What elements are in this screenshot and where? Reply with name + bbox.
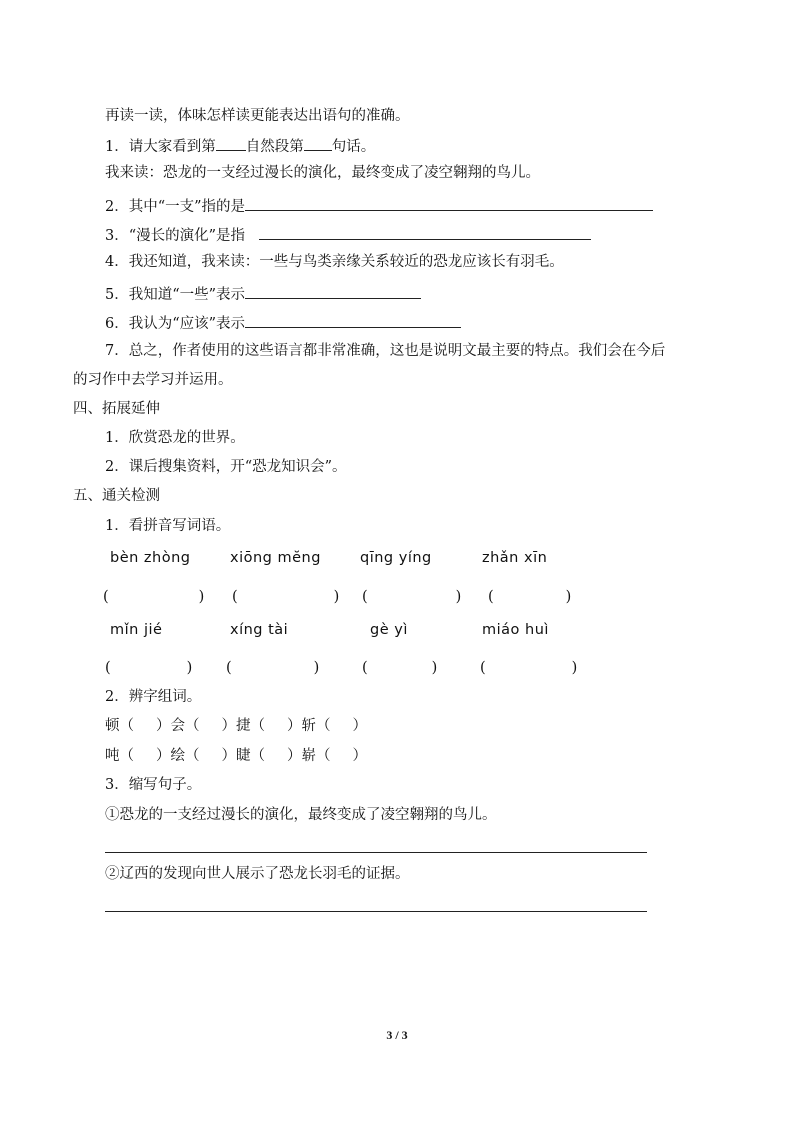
q1-middle: 自然段第 <box>245 139 304 155</box>
check-sub-2: 2．辨字组词。 <box>105 689 202 705</box>
q1-paragraph-blank[interactable] <box>216 134 246 151</box>
q2-label: 2．其中“一支”指的是 <box>105 199 246 215</box>
answer-paren-5[interactable]: ( ) <box>105 660 193 676</box>
extend-item-1: 1．欣赏恐龙的世界。 <box>105 430 245 446</box>
char-7: 睫 <box>236 748 251 764</box>
answer-paren-2[interactable]: ( ) <box>232 589 340 605</box>
pinyin-2: xiōng mĕng <box>230 550 321 566</box>
page-number: 3 / 3 <box>386 1028 408 1042</box>
condense-answer-line-2[interactable] <box>105 911 647 912</box>
pinyin-3: qīng yíng <box>360 550 432 566</box>
pinyin-4: zhǎn xīn <box>482 550 548 566</box>
reread-question-6 <box>105 311 461 334</box>
reread-question-5 <box>105 282 421 305</box>
q5-label: 5．我知道“一些”表示 <box>105 287 246 303</box>
pinyin-5: mǐn jié <box>110 622 163 638</box>
reread-question-2 <box>105 194 653 217</box>
reread-question-7-line-1: 7．总之，作者使用的这些语言都非常准确，这也是说明文最主要的特点。我们会在今后 <box>105 343 666 359</box>
reread-question-3 <box>105 223 591 246</box>
check-sub-1: 1．看拼音写词语。 <box>105 518 231 534</box>
answer-paren-7[interactable]: ( ) <box>362 660 438 676</box>
char-group-row-1: 顿（ ）会（ ）捷（ ）斩（ ） <box>105 718 367 734</box>
q6-answer-line[interactable] <box>245 311 461 328</box>
answer-paren-6[interactable]: ( ) <box>226 660 320 676</box>
reread-question-7-line-2: 的习作中去学习并运用。 <box>73 372 233 388</box>
read-sentence: 我来读：恐龙的一支经过漫长的演化，最终变成了凌空翱翔的鸟儿。 <box>105 165 540 181</box>
q1-sentence-blank[interactable] <box>304 134 332 151</box>
q1-prefix: 1．请大家看到第 <box>105 139 216 155</box>
condense-sentence-2: ②辽西的发现向世人展示了恐龙长羽毛的证据。 <box>105 866 410 882</box>
reread-intro: 再读一读，体味怎样读更能表达出语句的准确。 <box>105 108 410 124</box>
char-5: 吨 <box>105 748 120 764</box>
q2-answer-line[interactable] <box>245 194 653 211</box>
check-sub-3: 3．缩写句子。 <box>105 777 202 793</box>
char-group-row-2: 吨（ ）绘（ ）睫（ ）崭（ ） <box>105 748 367 764</box>
pinyin-8: miáo huì <box>482 622 549 638</box>
q3-answer-line[interactable] <box>259 223 591 240</box>
char-2: 会 <box>170 718 185 734</box>
answer-paren-8[interactable]: ( ) <box>480 660 578 676</box>
extend-heading: 四、拓展延伸 <box>73 401 160 417</box>
answer-paren-3[interactable]: ( ) <box>362 589 462 605</box>
check-heading: 五、通关检测 <box>73 488 160 504</box>
char-3: 捷 <box>236 718 251 734</box>
q5-answer-line[interactable] <box>245 282 421 299</box>
char-6: 绘 <box>170 748 185 764</box>
extend-item-2: 2．课后搜集资料，开“恐龙知识会”。 <box>105 459 347 475</box>
char-4: 斩 <box>301 718 316 734</box>
pinyin-6: xíng tài <box>230 622 289 638</box>
reread-question-1 <box>105 134 375 157</box>
char-1: 顿 <box>105 718 120 734</box>
q3-label: 3．“漫长的演化”是指 <box>105 228 246 244</box>
reread-question-4: 4．我还知道，我来读：一些与鸟类亲缘关系较近的恐龙应该长有羽毛。 <box>105 254 564 270</box>
answer-paren-1[interactable]: ( ) <box>103 589 205 605</box>
q1-suffix: 句话。 <box>331 139 376 155</box>
q6-label: 6．我认为“应该”表示 <box>105 316 246 332</box>
condense-sentence-1: ①恐龙的一支经过漫长的演化，最终变成了凌空翱翔的鸟儿。 <box>105 807 497 823</box>
pinyin-1: bèn zhòng <box>110 550 191 566</box>
char-8: 崭 <box>301 748 316 764</box>
answer-paren-4[interactable]: ( ) <box>488 589 572 605</box>
pinyin-7: gè yì <box>370 622 408 638</box>
condense-answer-line-1[interactable] <box>105 852 647 853</box>
